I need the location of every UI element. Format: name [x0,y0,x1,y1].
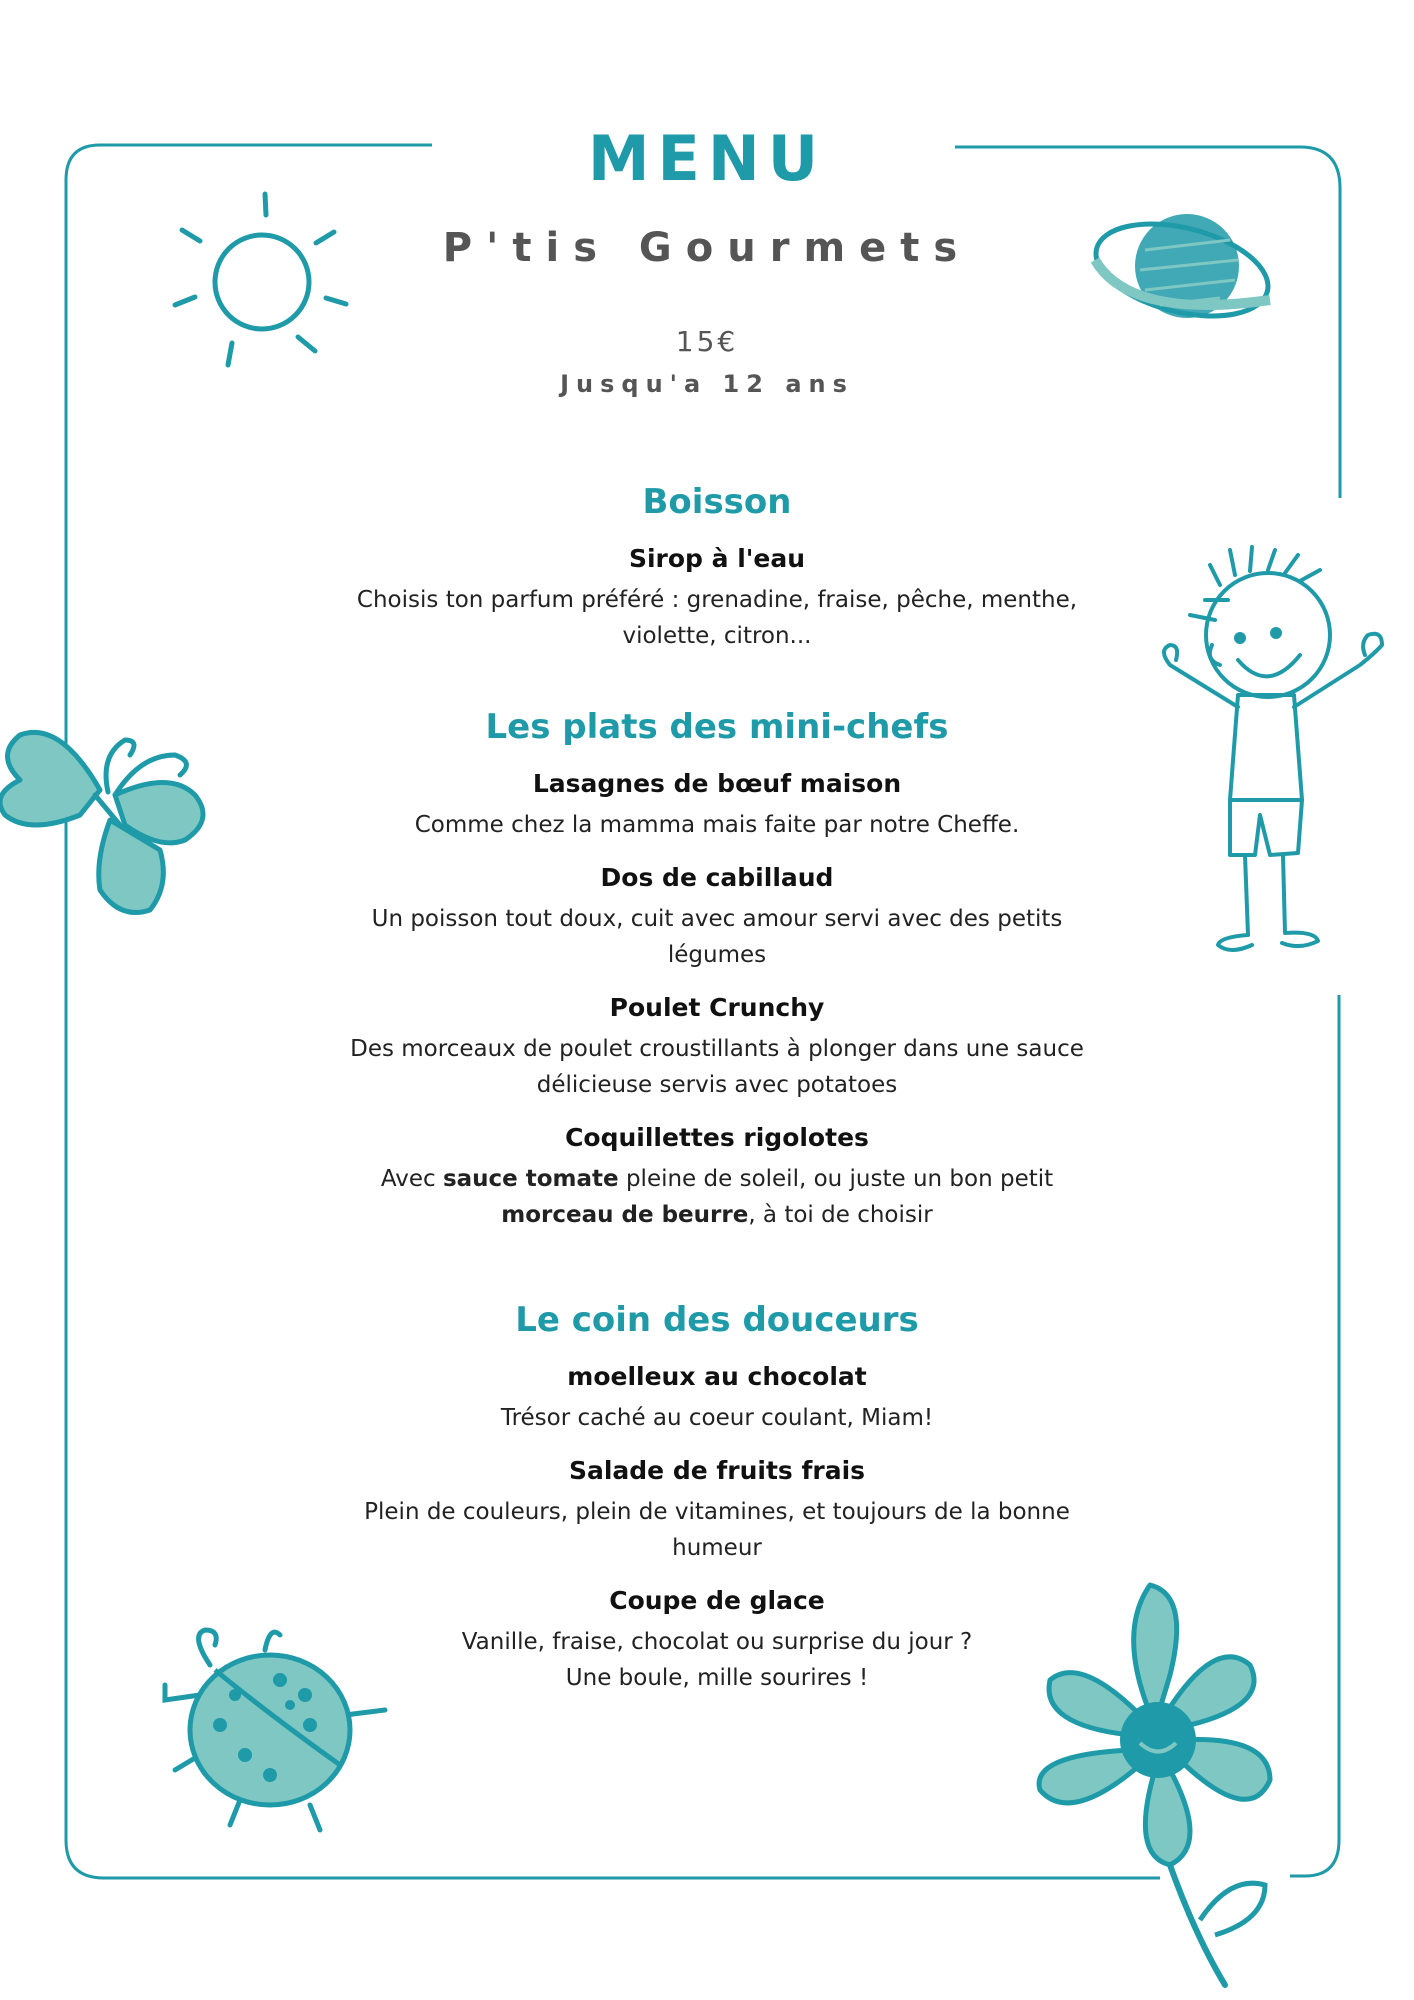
item-name: Salade de fruits frais [568,1456,866,1485]
item-description: Choisis ton parfum préféré : grenadine, fraise, pêche, menthe, violette, citron... [356,587,1078,649]
item-name: Lasagnes de bœuf maison [532,769,902,798]
menu-price: 15€ [675,325,739,358]
section-title: Les plats des mini-chefs [485,707,949,747]
item-description [347,1161,1087,1233]
desc-text: Avec [380,1166,443,1192]
desc-line: Vanille, fraise, chocolat ou surprise du jour ? [461,1629,973,1655]
item-name: Dos de cabillaud [600,863,834,892]
item-description: Plein de couleurs, plein de vitamines, et toujours de la bonne humeur [364,1499,1070,1561]
item-description: Comme chez la mamma mais faite par notre Cheffe. [414,812,1020,838]
child-drawing-icon [1150,545,1390,965]
item-name: Coupe de glace [609,1586,825,1615]
section-plats [327,705,1107,1233]
item-name: moelleux au chocolat [567,1362,867,1391]
desc-bold-text: morceau de beurre [501,1202,749,1228]
section-douceurs [327,1298,1107,1696]
item-description: Trésor caché au coeur coulant, Miam! [500,1405,934,1431]
item-description [347,1624,1087,1696]
butterfly-icon [0,700,210,930]
desc-bold-text: sauce tomate [442,1166,619,1192]
item-name: Sirop à l'eau [628,544,806,573]
age-limit: Jusqu'a 12 ans [560,370,854,398]
item-name: Poulet Crunchy [609,993,825,1022]
section-title: Le coin des douceurs [515,1300,919,1340]
menu-title: MENU [587,122,827,195]
item-description: Des morceaux de poulet croustillants à plonger dans une sauce délicieuse servis avec potatoes [350,1036,1084,1098]
desc-text: , à toi de choisir [748,1202,933,1228]
desc-line: Une boule, mille sourires ! [565,1665,869,1691]
item-name: Coquillettes rigolotes [565,1123,869,1152]
menu-subtitle: P'tis Gourmets [442,225,972,271]
item-description: Un poisson tout doux, cuit avec amour servi avec des petits légumes [371,906,1063,968]
section-boisson [327,480,1107,654]
desc-text: pleine de soleil, ou juste un bon petit [618,1166,1054,1192]
section-title: Boisson [642,482,792,522]
